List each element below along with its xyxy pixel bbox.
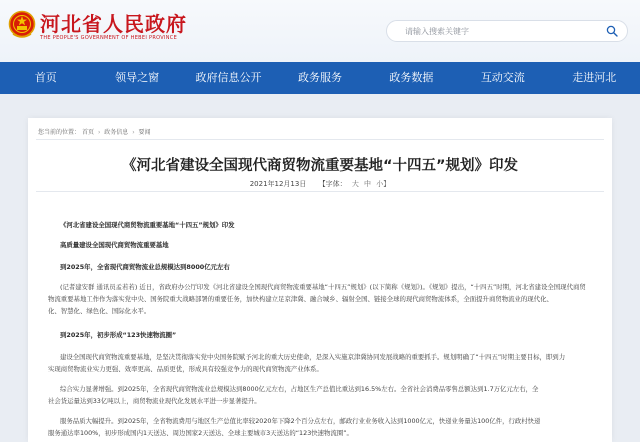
article-paragraph: 高质量建设全国现代商贸物流重要基地 (60, 241, 169, 249)
site-title[interactable]: 河北省人民政府 (40, 12, 187, 36)
site-subtitle: THE PEOPLE'S GOVERNMENT OF HEBEI PROVINCE (40, 35, 178, 41)
article-card (28, 118, 612, 442)
search-icon[interactable] (606, 25, 618, 37)
site-header (0, 0, 640, 62)
article-paragraph: 到2025年，初步形成“123快速物流圈” (60, 331, 177, 339)
nav-item-gov-services[interactable]: 政务服务 (297, 71, 342, 84)
article-paragraph: 服务品质大幅提升。到2025年，全省物流费用与地区生产总值比率较2020年下降2个百分点左右，邮政行业业务收入达到1000亿元，快递业务量达100亿件，行政村快递 (60, 417, 541, 425)
font-size-medium[interactable]: 中 (364, 180, 372, 188)
divider (36, 139, 604, 140)
article-paragraph: (记者建安群 通讯员孟若若) 近日，省政府办公厅印发《河北省建设全国现代商贸物流重要基地“十四五”规划》(以下简称《规划》)。《规划》提出，“十四五”时期，河北省建设全国现代商贸 (60, 283, 586, 291)
article-paragraph: 服务通达率100%，初步形成国内1天送达、周边国家2天送达、全球主要城市3天送达的“123快速物流圈”。 (48, 429, 353, 437)
nav-item-leaders[interactable]: 领导之窗 (115, 71, 160, 84)
article-paragraph: 实现商贸物流业实力更强、效率更高、品质更优，形成具有较强竞争力的现代商贸物流产业体系。 (48, 365, 323, 373)
nav-item-info-disclosure[interactable]: 政府信息公开 (195, 71, 262, 84)
breadcrumb-gov-info[interactable]: 政务信息 (104, 129, 129, 136)
national-emblem-icon[interactable] (8, 10, 36, 40)
breadcrumb-separator: › (132, 129, 135, 136)
search-box[interactable] (386, 20, 628, 42)
font-size-large[interactable]: 大 (351, 180, 359, 188)
nav-item-home[interactable]: 首页 (34, 71, 57, 84)
breadcrumb-home[interactable]: 首页 (82, 129, 95, 136)
publish-date: 2021年12月13日 (249, 180, 307, 188)
search-input[interactable] (397, 24, 597, 38)
divider (36, 191, 604, 192)
font-size-small[interactable]: 小】 (376, 180, 391, 188)
breadcrumb (38, 127, 153, 136)
nav-item-interaction[interactable]: 互动交流 (480, 71, 525, 84)
article-paragraph: 综合实力显著增强。到2025年，全省现代商贸物流业总规模达到8000亿元左右，占地区生产总值比重达到16.5%左右。全省社会消费品零售总额达到1.7万亿元左右，全 (60, 385, 539, 393)
article-paragraph: 物流重要基地工作作为落实党中央、国务院重大战略部署的重要任务，加快构建立足京津冀、融合城乡、辐射全国、链接全球的现代商贸物流体系，全面提升商贸物流业的现代化、 (48, 295, 553, 303)
nav-item-gov-data[interactable]: 政务数据 (389, 71, 434, 84)
main-nav (0, 62, 640, 94)
article-paragraph: 建设全国现代商贸物流重要基地，是坚决贯彻落实党中央国务院赋予河北的重大历史使命，是深入实施京津冀协同发展战略的重要抓手。规划明确了“十四五”时期主要目标，即到力 (60, 353, 566, 361)
article-paragraph: 到2025年，全省现代商贸物流业总规模达到8000亿元左右 (60, 263, 230, 271)
nav-item-about-hebei[interactable]: 走进河北 (572, 71, 617, 84)
article-paragraph: 《河北省建设全国现代商贸物流重要基地“十四五”规划》印发 (60, 221, 235, 229)
breadcrumb-separator: › (97, 129, 101, 136)
article-title: 《河北省建设全国现代商贸物流重要基地“十四五”规划》印发 (121, 158, 519, 174)
breadcrumb-prefix: 您当前的位置： (38, 129, 81, 136)
article-meta (28, 179, 612, 189)
breadcrumb-news[interactable]: 要闻 (138, 129, 151, 136)
article-paragraph: 化、智慧化、绿色化、国际化水平。 (48, 307, 151, 315)
article-paragraph: 社会货运量达到33亿吨以上，商贸物流业现代化发展水平进一步显著提升。 (48, 397, 261, 405)
font-size-label: 【字体： (318, 180, 347, 188)
